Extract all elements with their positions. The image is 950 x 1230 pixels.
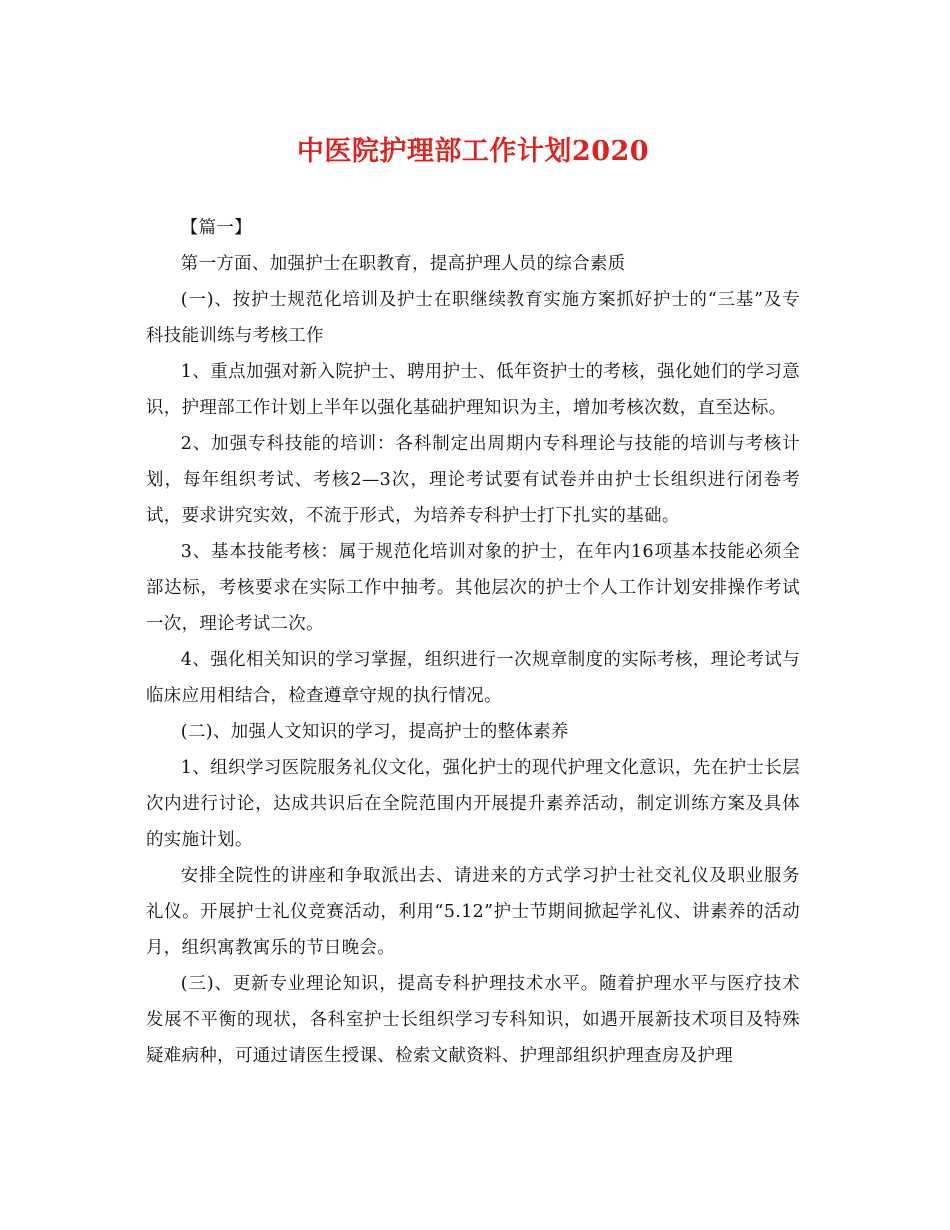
paragraph: (二)、加强人文知识的学习，提高护士的整体素养 [180,722,569,742]
paragraph: (一)、按护士规范化培训及护士在职继续教育实施方案抓好护士的“三基”及专科技能训练与考核工作 [146,290,800,346]
paragraph: (三)、更新专业理论知识，提高专科护理技术水平。随着护理水平与医疗技术发展不平衡的现状，各科室护士长组织学习专科知识，如遇开展新技术项目及特殊疑难病种，可通过请医生授课、检索文献资料、护理部组织护理查房及护理 [146,974,800,1066]
paragraph: 安排全院性的讲座和争取派出去、请进来的方式学习护士社交礼仪及职业服务礼仪。开展护士礼仪竞赛活动，利用“5.12”护士节期间掀起学礼仪、讲素养的活动月，组织寓教寓乐的节日晚会。 [146,866,800,958]
paragraph: 3、基本技能考核：属于规范化培训对象的护士，在年内16项基本技能必须全部达标，考核要求在实际工作中抽考。其他层次的护士个人工作计划安排操作考试一次，理论考试二次。 [146,542,800,634]
document-title: 中医院护理部工作计划2020 [296,136,650,167]
paragraph: 1、重点加强对新入院护士、聘用护士、低年资护士的考核，强化她们的学习意识，护理部工作计划上半年以强化基础护理知识为主，增加考核次数，直至达标。 [146,362,800,418]
section-heading: 【篇一】 [180,218,252,238]
paragraph: 2、加强专科技能的培训：各科制定出周期内专科理论与技能的培训与考核计划，每年组织考试、考核2—3次，理论考试要有试卷并由护士长组织进行闭卷考试，要求讲究实效，不流于形式，为培养专科护士打下扎实的基础。 [146,434,800,526]
paragraph: 4、强化相关知识的学习掌握，组织进行一次规章制度的实际考核，理论考试与临床应用相结合，检查遵章守规的执行情况。 [146,650,800,706]
paragraph: 1、组织学习医院服务礼仪文化，强化护士的现代护理文化意识，先在护士长层次内进行讨论，达成共识后在全院范围内开展提升素养活动，制定训练方案及具体的实施计划。 [146,758,800,850]
paragraph: 第一方面、加强护士在职教育，提高护理人员的综合素质 [180,254,626,274]
